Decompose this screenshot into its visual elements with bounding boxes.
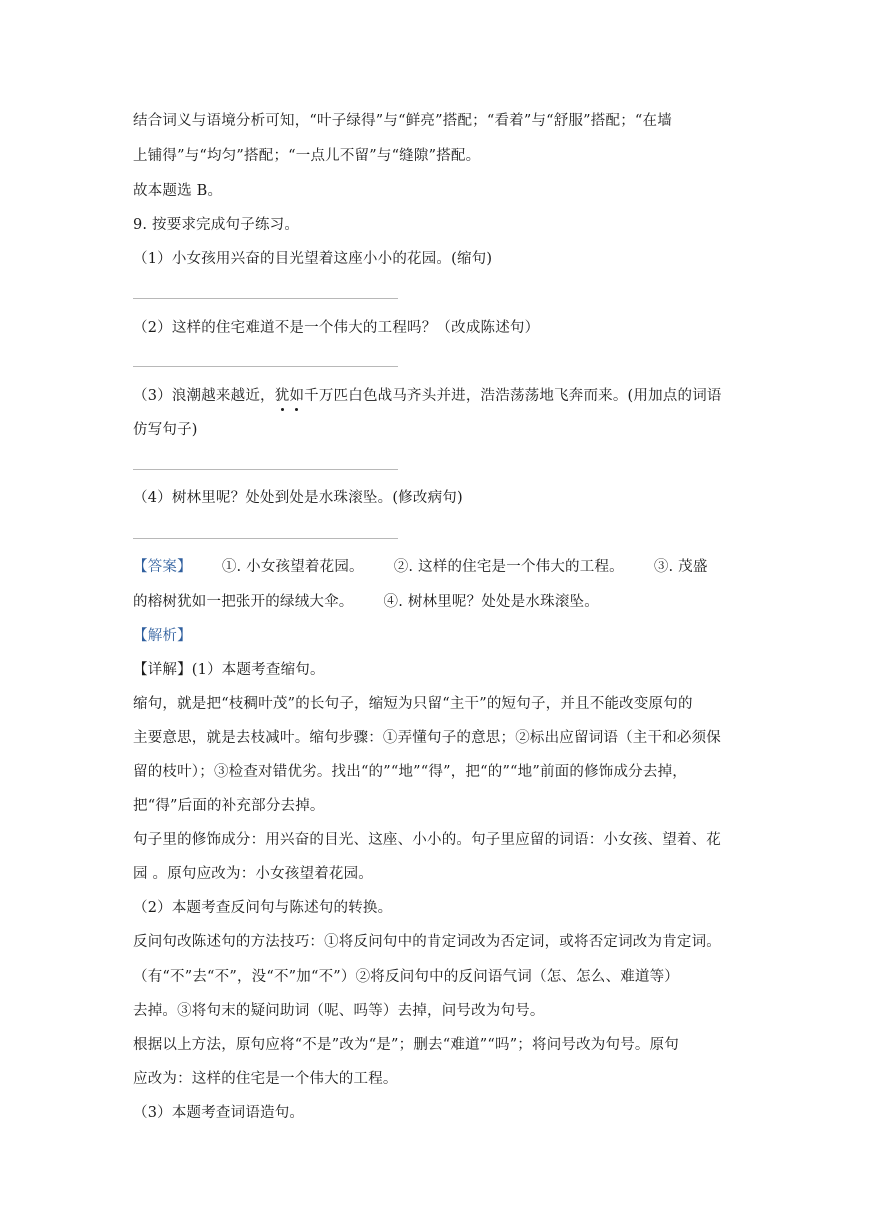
detail-2: （2）本题考查反问句与陈述句的转换。 xyxy=(133,900,393,916)
detail-3: （3）本题考查词语造句。 xyxy=(133,1105,305,1121)
intro-line-1: 结合词义与语境分析可知，“叶子绿得”与“鲜亮”搭配；“看着”与“舒服”搭配；“在墙 xyxy=(133,113,672,129)
para-3-line-3: 去掉。③将句末的疑问助词（呢、吗等）去掉，问号改为句号。 xyxy=(133,1003,545,1019)
answer-3-start: ③. 茂盛 xyxy=(653,559,708,575)
answer-3-end: 的榕树犹如一把张开的绿绒大伞。 xyxy=(133,594,354,610)
question-9-1: （1）小女孩用兴奋的目光望着这座小小的花园。(缩句) xyxy=(133,251,493,267)
choice-line: 故本题选 B。 xyxy=(133,183,223,199)
para-3-line-1: 反问句改陈述句的方法技巧：①将反问句中的肯定词改为否定词，或将否定词改为肯定词。 xyxy=(133,934,721,950)
intro-line-2: 上铺得”与“均匀”搭配；“一点儿不留”与“缝隙”搭配。 xyxy=(133,148,481,164)
answer-4: ④. 树林里呢？处处是水珠滚坠。 xyxy=(383,594,599,610)
detail-1: 【详解】(1）本题考查缩句。 xyxy=(133,662,325,678)
question-9-4: （4）树林里呢？处处到处是水珠滚坠。(修改病句) xyxy=(133,490,463,506)
answer-blank-4 xyxy=(133,538,398,539)
para-1-line-2: 主要意思，就是去枝减叶。缩句步骤：①弄懂句子的意思；②标出应留词语（主干和必须保 xyxy=(133,730,721,746)
para-1-line-1: 缩句，就是把“枝稠叶茂”的长句子，缩短为只留“主干”的短句子，并且不能改变原句的 xyxy=(133,696,693,712)
para-1-line-4: 把“得”后面的补充部分去掉。 xyxy=(133,798,325,814)
answer-blank-1 xyxy=(133,298,398,299)
q9-3-after: 千万匹白色战马齐头并进，浩浩荡荡地飞奔而来。(用加点的词语 xyxy=(304,388,722,404)
emphasis-dot-char-2: 如 xyxy=(289,388,305,404)
question-9-2: （2）这样的住宅难道不是一个伟大的工程吗？（改成陈述句） xyxy=(133,320,540,336)
para-4-line-2: 应改为：这样的住宅是一个伟大的工程。 xyxy=(133,1071,398,1087)
question-9-3 xyxy=(133,386,743,406)
para-2-line-2: 园 。原句应改为：小女孩望着花园。 xyxy=(133,866,374,882)
para-1-line-3: 留的枝叶）；③检查对错优劣。找出“的”“地”“得”，把“的”“地”前面的修饰成分去掉， xyxy=(133,764,687,780)
answer-1: ①. 小女孩望着花园。 xyxy=(221,559,364,575)
question-9-title: 9. 按要求完成句子练习。 xyxy=(133,217,300,233)
para-2-line-1: 句子里的修饰成分：用兴奋的目光、这座、小小的。句子里应留的词语：小女孩、望着、花 xyxy=(133,832,721,848)
answer-line-1 xyxy=(133,557,743,577)
answer-blank-3 xyxy=(133,469,398,470)
answer-blank-2 xyxy=(133,366,398,367)
para-4-line-1: 根据以上方法，原句应将“不是”改为“是”；删去“难道”“吗”；将问号改为句号。原句 xyxy=(133,1037,679,1053)
analysis-tag: 【解析】 xyxy=(133,628,192,644)
answer-2: ②. 这样的住宅是一个伟大的工程。 xyxy=(393,559,624,575)
answer-line-2 xyxy=(133,592,743,612)
emphasis-dot-char-1: 犹 xyxy=(274,388,290,404)
question-9-3-line-2: 仿写句子) xyxy=(133,422,198,438)
para-3-line-2: （有“不”去“不”，没“不”加“不”）②将反问句中的反问语气词（怎、怎么、难道等） xyxy=(133,969,679,985)
answer-tag: 【答案】 xyxy=(133,559,192,575)
q9-3-before: （3）浪潮越来越近， xyxy=(133,388,275,404)
